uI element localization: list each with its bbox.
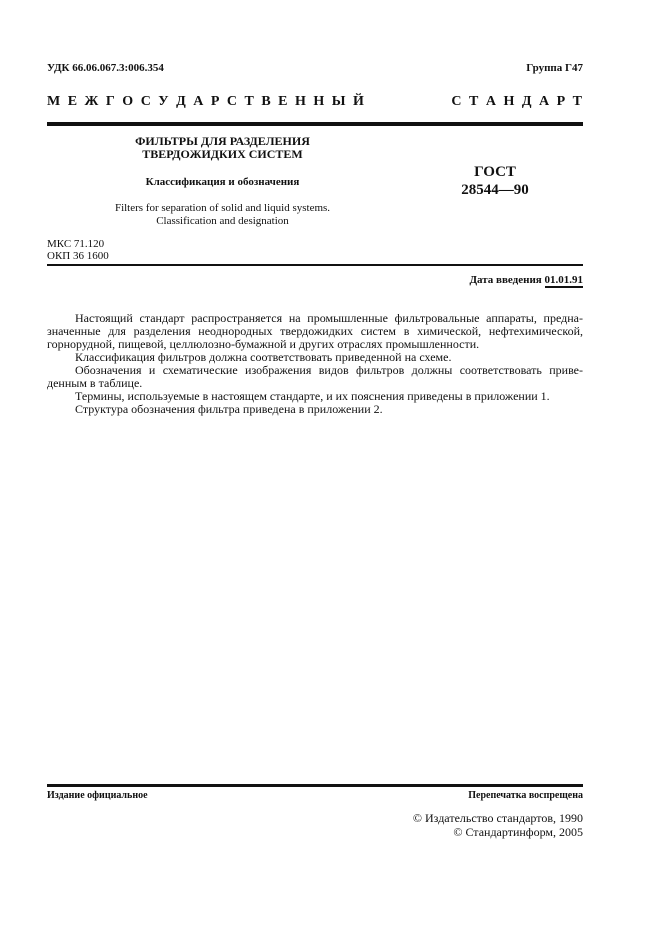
- body-line: Обозначения и схематические изображения видов фильтров должны соответствовать приве-: [75, 363, 583, 377]
- gost-number: 28544—90: [461, 182, 529, 198]
- title-line-2: ТВЕРДОЖИДКИХ СИСТЕМ: [142, 147, 303, 161]
- banner-interstate: М Е Ж Г О С У Д А Р С Т В Е Н Н Ы Й: [47, 94, 365, 109]
- gost-designation: [440, 163, 550, 199]
- body-line: горнорудной, пищевой, целлюлозно-бумажной и других отраслях промышленности.: [47, 337, 480, 351]
- effective-date: [469, 274, 583, 286]
- doc-subtitle: Классификация и обозначения: [145, 176, 300, 188]
- copyright-1990: © Издательство стандартов, 1990: [412, 811, 583, 825]
- body-line: Настоящий стандарт распространяется на промышленные фильтровальные аппараты, предна-: [75, 311, 583, 325]
- english-title-line-2: Classification and designation: [156, 215, 289, 227]
- official-edition: Издание официальное: [47, 790, 148, 801]
- body-line: Структура обозначения фильтра приведена в приложении 2.: [75, 402, 383, 416]
- footer-rule: [47, 784, 583, 787]
- english-title-line-1: Filters for separation of solid and liquid systems.: [114, 202, 331, 214]
- body-line: Классификация фильтров должна соответствовать приведенной на схеме.: [75, 350, 452, 364]
- body-line: Термины, используемые в настоящем стандарте, и их пояснения приведены в приложении 1.: [75, 389, 550, 403]
- body-line: значенные для разделения неоднородных твердожидких систем в химической, нефтехимической,: [47, 324, 583, 338]
- mks-code: МКС 71.120: [47, 238, 105, 250]
- classification-codes: [47, 238, 109, 262]
- okp-code: ОКП 36 1600: [47, 250, 109, 262]
- body-line: денным в таблице.: [47, 376, 143, 390]
- effective-date-value: 01.01.91: [544, 274, 583, 286]
- gost-label: ГОСТ: [474, 164, 516, 180]
- doc-title: [85, 135, 360, 161]
- english-title: [85, 202, 360, 228]
- effective-date-label: Дата введения: [469, 274, 542, 286]
- reprint-prohibited: Перепечатка воспрещена: [468, 790, 583, 801]
- title-line-1: ФИЛЬТРЫ ДЛЯ РАЗДЕЛЕНИЯ: [135, 134, 310, 148]
- header-rule: [47, 264, 583, 266]
- top-thick-rule: [47, 122, 583, 126]
- copyright-2005: © Стандартинформ, 2005: [453, 825, 583, 839]
- group-code: Группа Г47: [526, 62, 583, 74]
- banner-standard: С Т А Н Д А Р Т: [451, 94, 583, 109]
- udk-code: УДК 66.06.067.3:006.354: [47, 62, 164, 74]
